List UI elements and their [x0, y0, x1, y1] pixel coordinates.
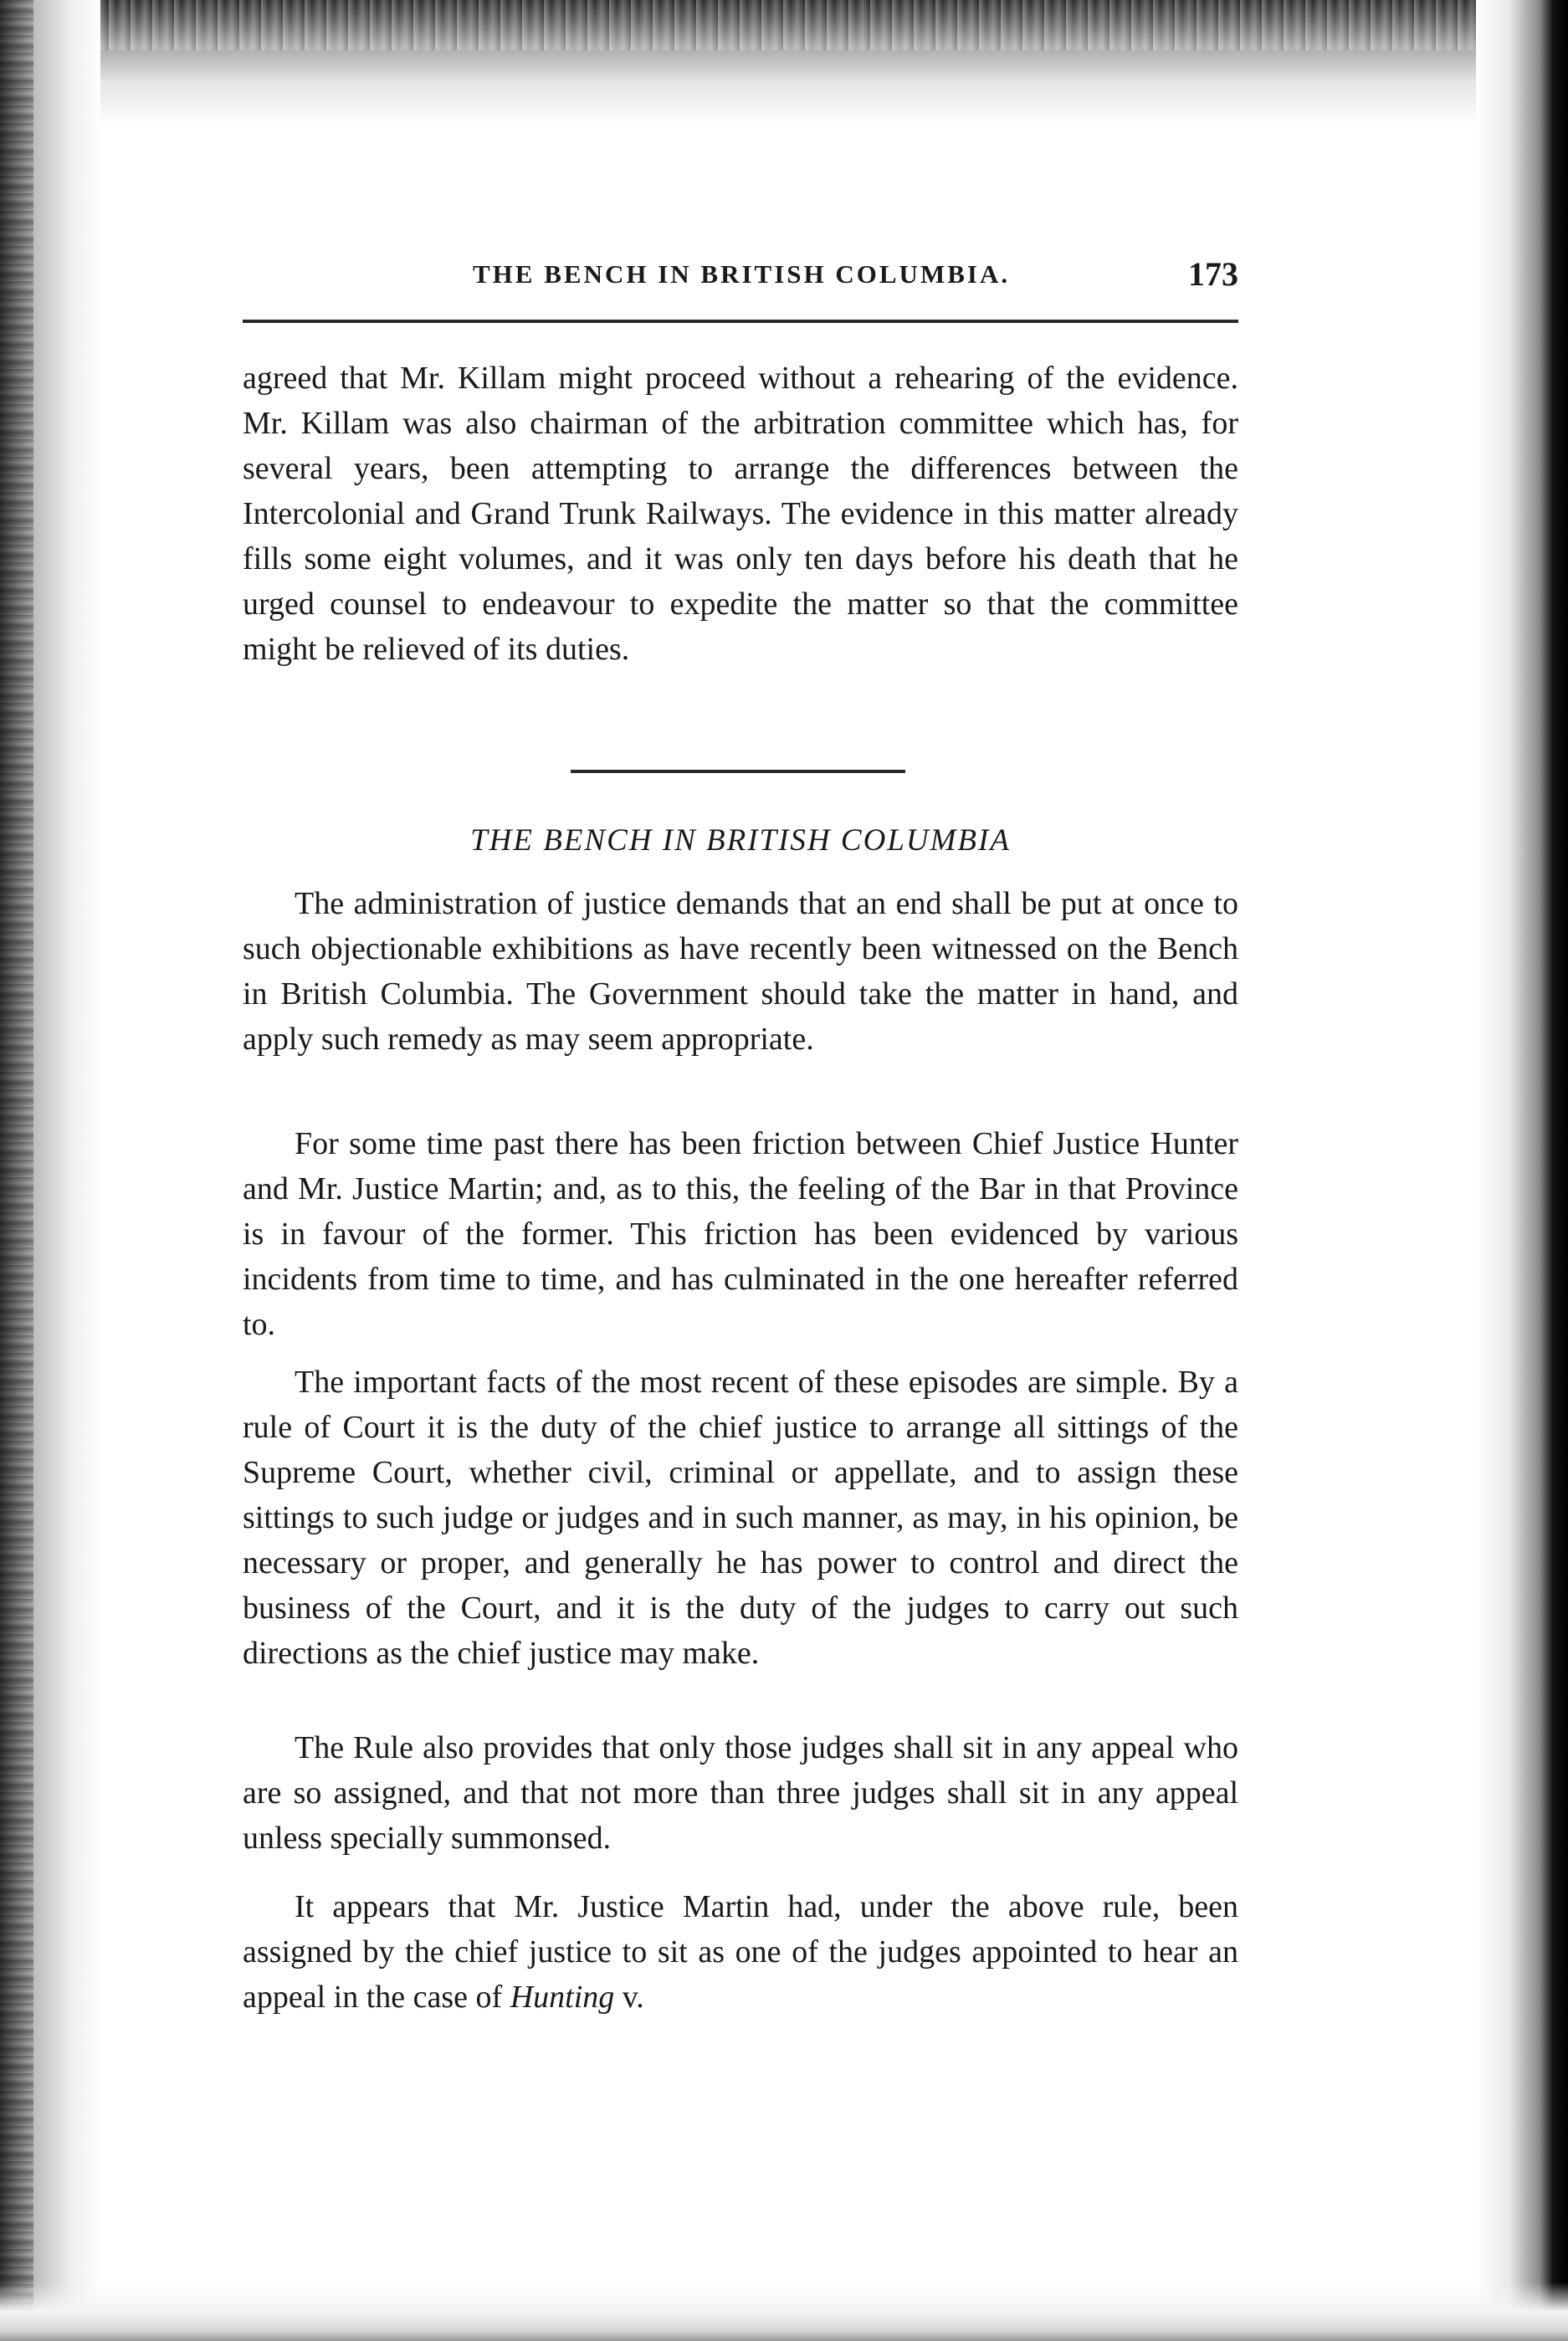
scan-border-top: [0, 0, 1568, 126]
paragraph-appeal-assignment: [243, 1884, 1238, 2020]
section-heading: THE BENCH IN BRITISH COLUMBIA: [470, 823, 1011, 858]
scan-border-left: [0, 0, 100, 2341]
scan-border-bottom: [0, 2282, 1568, 2341]
paragraph-friction: For some time past there has been friction between Chief Justice Hunter and Mr. Justice Martin; and, as to this, the feeling of the Bar in that Province is in favour of the former. This friction has been evidenced by various incidents from time to time, and has culminated in the one hereafter referred to.: [243, 1126, 1238, 1342]
paragraph-appeal-end: v.: [614, 1980, 644, 2015]
scan-border-right: [1476, 0, 1568, 2341]
running-head: [243, 251, 1238, 301]
paragraph-rule-of-court: The important facts of the most recent of these episodes are simple. By a rule of Court it is the duty of the chief justice to arrange all sittings of the Supreme Court, whether civil, criminal or appellate, and to assign these sittings to such judge or judges and in such manner, as may, in his opinion, be necessary or proper, and generally he has power to control and direct the business of the Court, and it is the duty of the judges to carry out such directions as the chief justice may make.: [243, 1365, 1238, 1671]
header-rule: [243, 320, 1238, 323]
case-name: Hunting: [510, 1980, 615, 2015]
book-page: [243, 251, 1238, 2015]
running-title: THE BENCH IN BRITISH COLUMBIA.: [473, 259, 1011, 289]
page-number: 173: [1188, 255, 1238, 293]
paragraph-rule-provisions: The Rule also provides that only those judges shall sit in any appeal who are so assigned, and that not more than three judges shall sit in any appeal unless specially summonsed.: [243, 1730, 1238, 1856]
section-divider: [571, 770, 905, 773]
paragraph-continued: agreed that Mr. Killam might proceed without a rehearing of the evidence. Mr. Killam was also chairman of the arbitration committee which has, for several years, been attempting to arrange the differences between the Intercolonial and Grand Trunk Railways. The evidence in this matter already fills some eight volumes, and it was only ten days before his death that he urged counsel to endeavour to expedite the matter so that the committee might be relieved of its duties.: [243, 361, 1238, 667]
paragraph-administration: The administration of justice demands that an end shall be put at once to such objectionable exhibitions as have recently been witnessed on the Bench in British Columbia. The Government should take the matter in hand, and apply such remedy as may seem appropriate.: [243, 886, 1238, 1057]
paragraph-appeal-text: It appears that Mr. Justice Martin had, under the above rule, been assigned by the chief justice to sit as one of the judges appointed to hear an appeal in the case of: [243, 1889, 1238, 2015]
